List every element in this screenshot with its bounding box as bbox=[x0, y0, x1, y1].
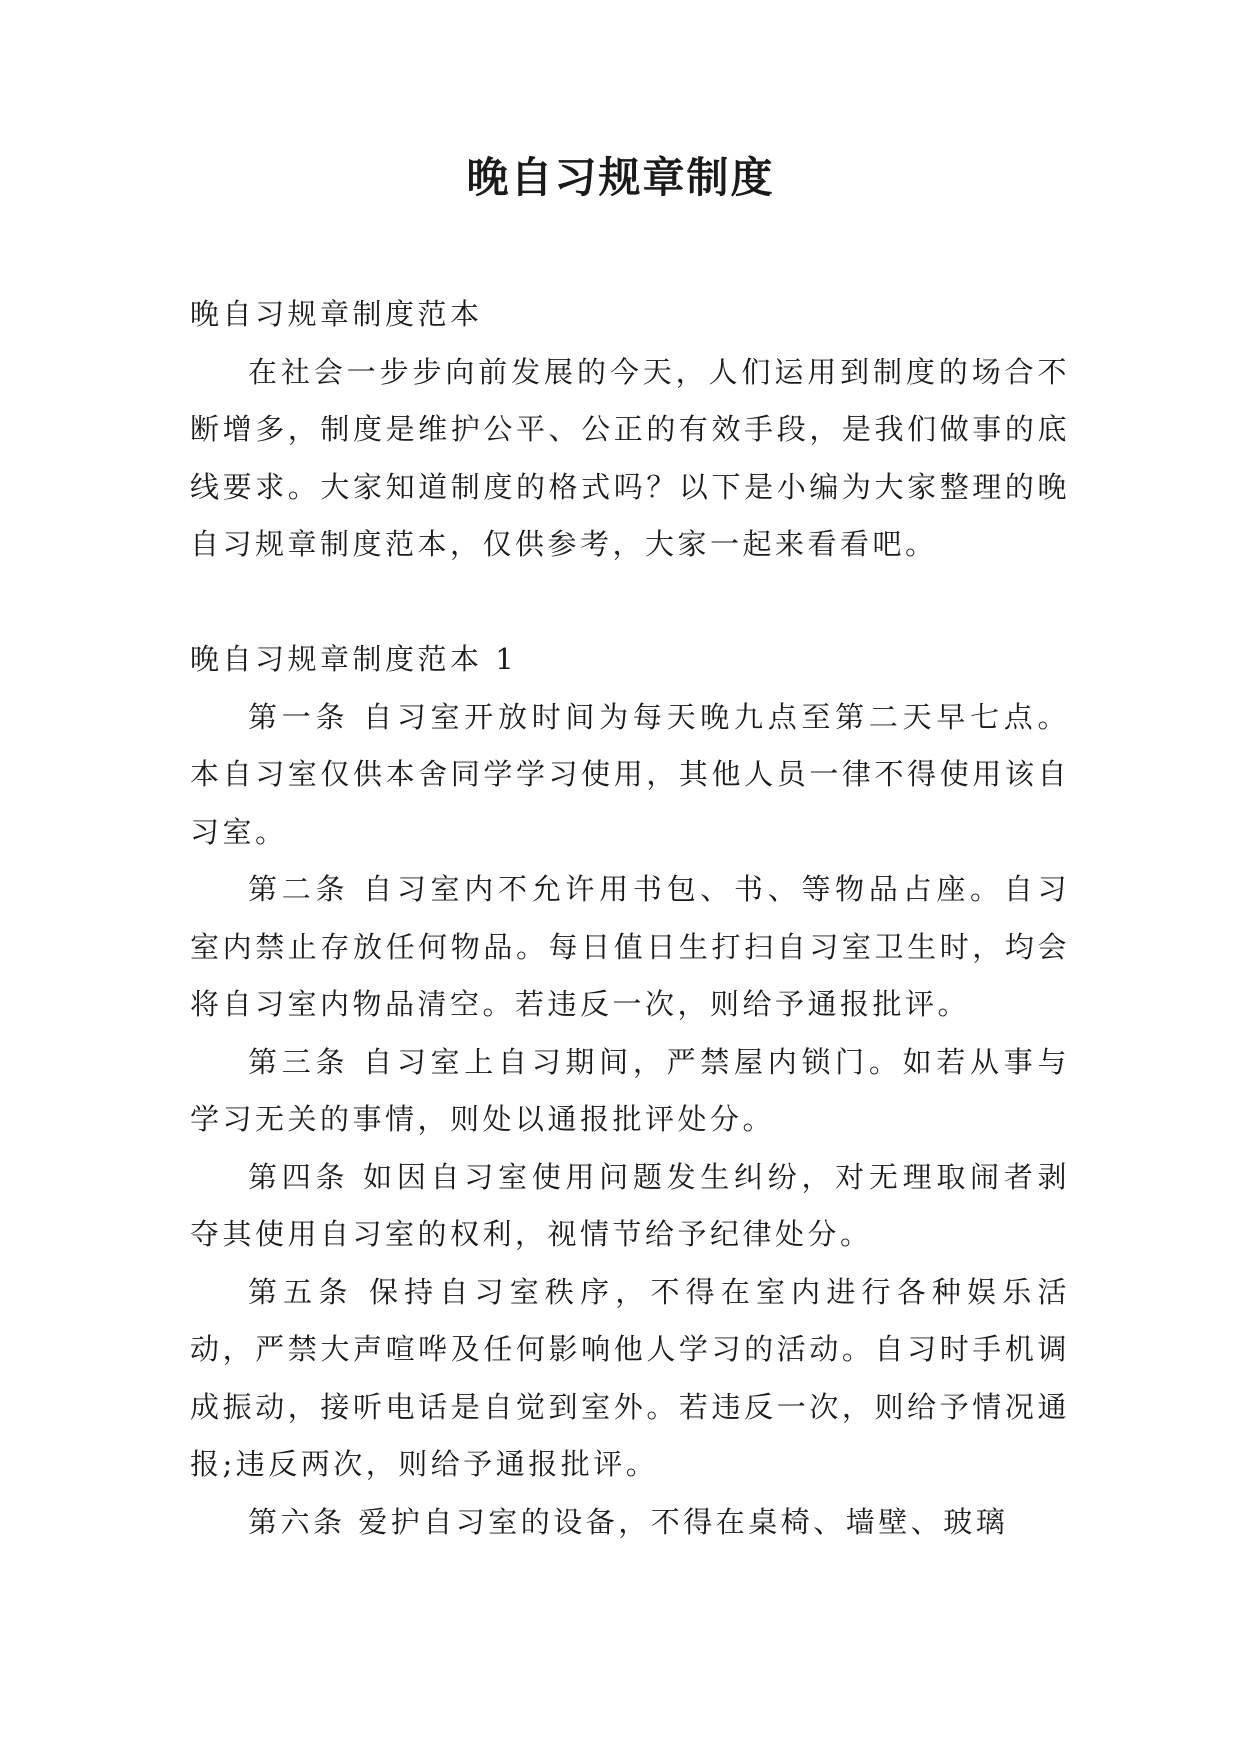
document-title: 晚自习规章制度 bbox=[466, 153, 775, 202]
intro-heading: 晚自习规章制度范本 bbox=[190, 297, 483, 331]
article-5: 第五条 保持自习室秩序，不得在室内进行各种娱乐活动，严禁大声喧哗及任何影响他人学习的活动。自习时手机调成振动，接听电话是自觉到室外。若违反一次，则给予情况通报;违反两次，则给予通报批评。 bbox=[190, 1274, 1070, 1481]
article-4: 第四条 如因自习室使用问题发生纠纷，对无理取闹者剥夺其使用自习室的权利，视情节给予纪律处分。 bbox=[190, 1159, 1070, 1251]
article-1: 第一条 自习室开放时间为每天晚九点至第二天早七点。本自习室仅供本舍同学学习使用，其他人员一律不得使用该自习室。 bbox=[190, 699, 1070, 849]
article-6: 第六条 爱护自习室的设备，不得在桌椅、墙壁、玻璃 bbox=[248, 1504, 1009, 1539]
paragraph-spacer bbox=[190, 574, 1070, 632]
section-heading: 晚自习规章制度范本 1 bbox=[190, 642, 518, 676]
article-2: 第二条 自习室内不允许用书包、书、等物品占座。自习室内禁止存放任何物品。每日值日生打扫自习室卫生时，均会将自习室内物品清空。若违反一次，则给予通报批评。 bbox=[190, 872, 1070, 1021]
document-body bbox=[190, 286, 1070, 1551]
article-3: 第三条 自习室上自习期间，严禁屋内锁门。如若从事与学习无关的事情，则处以通报批评处分。 bbox=[190, 1044, 1070, 1136]
intro-paragraph: 在社会一步步向前发展的今天，人们运用到制度的场合不断增多，制度是维护公平、公正的有效手段，是我们做事的底线要求。大家知道制度的格式吗？以下是小编为大家整理的晚自习规章制度范本，仅供参考，大家一起来看看吧。 bbox=[190, 354, 1070, 561]
